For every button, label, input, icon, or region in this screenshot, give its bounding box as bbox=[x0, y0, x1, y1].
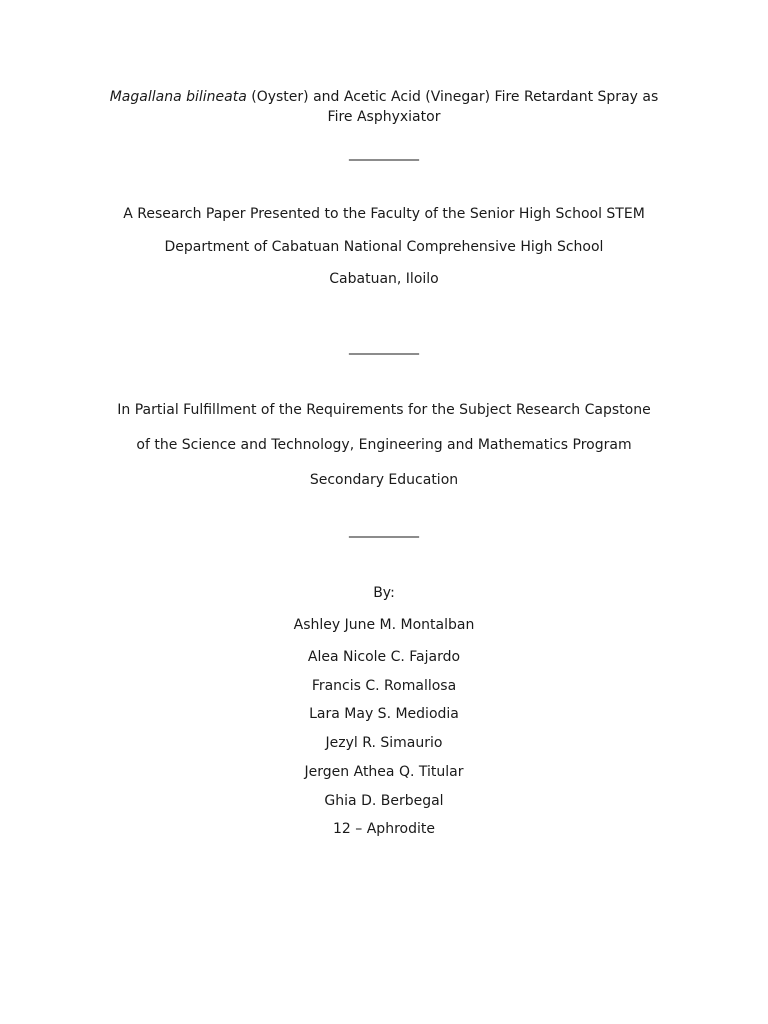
separator-2: __________ bbox=[349, 339, 419, 355]
author-name: Francis C. Romallosa bbox=[311, 678, 457, 694]
separator-1: __________ bbox=[349, 145, 419, 161]
by-label: By: bbox=[373, 585, 395, 601]
title-line-2: Fire Asphyxiator bbox=[327, 109, 441, 125]
presentation-line-1: A Research Paper Presented to the Faculty of the Senior High School STEM bbox=[123, 206, 645, 222]
separator-3: __________ bbox=[349, 522, 419, 538]
section-name: 12 – Aphrodite bbox=[333, 821, 435, 837]
author-name: Lara May S. Mediodia bbox=[309, 706, 459, 722]
author-name: Ghia D. Berbegal bbox=[324, 793, 444, 809]
author-name: Jergen Athea Q. Titular bbox=[304, 764, 464, 780]
presentation-line-2: Department of Cabatuan National Comprehensive High School bbox=[164, 239, 604, 255]
fulfillment-line-3: Secondary Education bbox=[309, 472, 459, 488]
author-name: Alea Nicole C. Fajardo bbox=[307, 649, 461, 665]
title-line-1 bbox=[0, 88, 768, 106]
presentation-line-3: Cabatuan, Iloilo bbox=[329, 271, 439, 287]
title-species-name: Magallana bilineata bbox=[109, 89, 247, 105]
author-name: Jezyl R. Simaurio bbox=[325, 735, 443, 751]
title-rest: (Oyster) and Acetic Acid (Vinegar) Fire Retardant Spray as bbox=[246, 89, 659, 105]
author-name: Ashley June M. Montalban bbox=[293, 617, 475, 633]
fulfillment-line-1: In Partial Fulfillment of the Requirements for the Subject Research Capstone bbox=[117, 402, 651, 418]
fulfillment-line-2: of the Science and Technology, Engineering and Mathematics Program bbox=[136, 437, 632, 453]
